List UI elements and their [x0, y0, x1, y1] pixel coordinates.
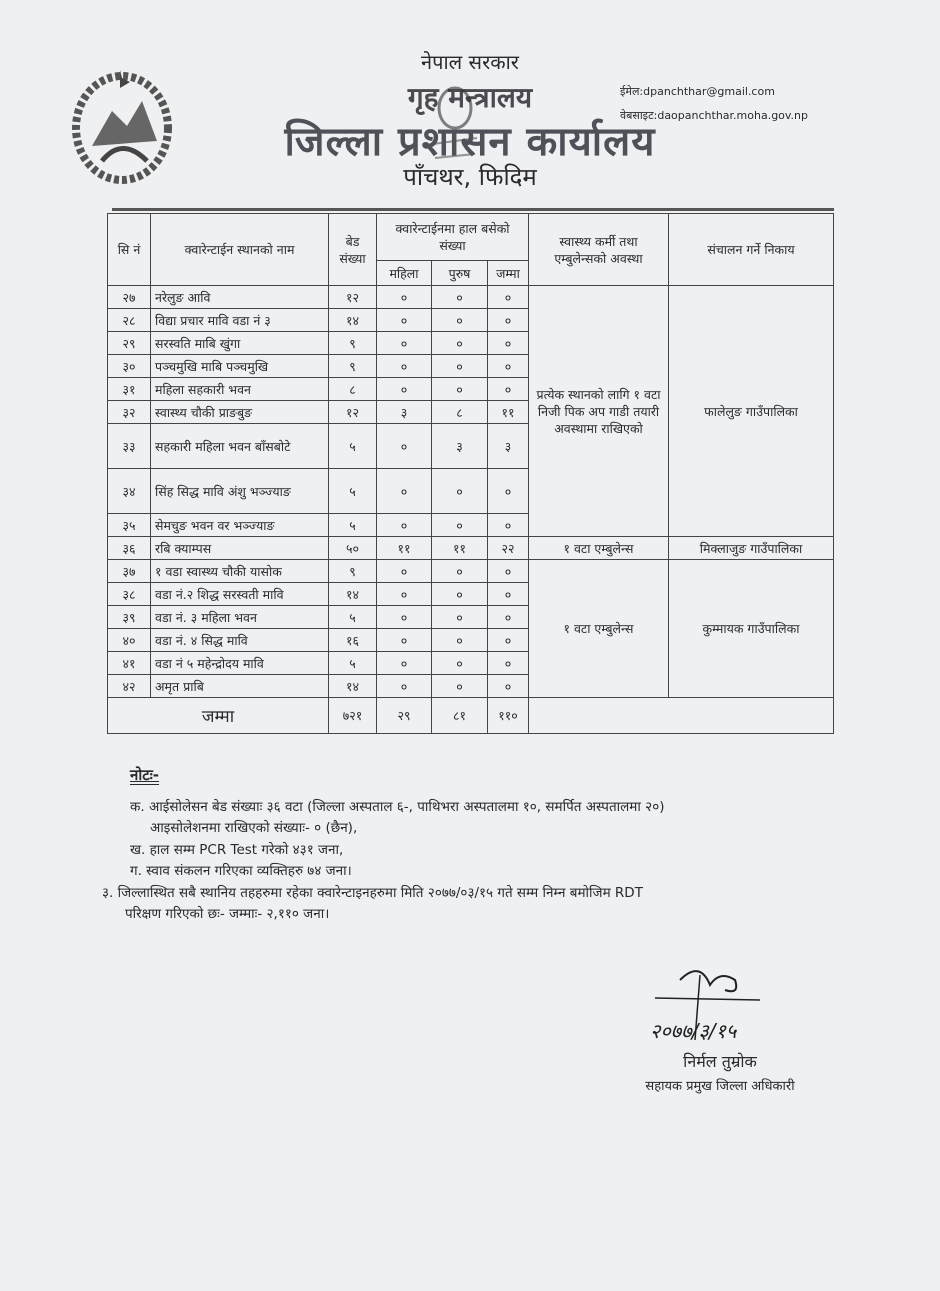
cell-health: १ वटा एम्बुलेन्स	[529, 560, 669, 698]
cell-male: ०	[432, 355, 488, 378]
cell-female: ०	[377, 286, 432, 309]
cell-beds: ५	[329, 469, 377, 514]
cell-sn: ३०	[108, 355, 151, 378]
totals-label: जम्मा	[108, 698, 329, 734]
header-ministry: गृह मन्त्रालय	[407, 81, 533, 114]
table-row	[108, 560, 834, 583]
cell-total: ०	[488, 469, 529, 514]
cell-total: ०	[488, 629, 529, 652]
cell-total: २२	[488, 537, 529, 560]
notes-title: नोटः-	[130, 766, 160, 784]
cell-female: ०	[377, 424, 432, 469]
cell-male: ०	[432, 560, 488, 583]
cell-sn: ३८	[108, 583, 151, 606]
cell-male: ०	[432, 378, 488, 401]
cell-female: ११	[377, 537, 432, 560]
cell-beds: ५०	[329, 537, 377, 560]
note-ka-cont: आइसोलेशनमा राखिएको संख्याः- ० (छैन),	[150, 820, 358, 836]
cell-name: सिंह सिद्ध मावि अंशु भञ्ज्याङ	[151, 469, 329, 514]
cell-sn: ३३	[108, 424, 151, 469]
header-health: स्वास्थ्य कर्मी तथा एम्बुलेन्सको अवस्था	[529, 214, 669, 286]
cell-org: मिक्लाजुङ गाउँपालिका	[669, 537, 834, 560]
signatory-name: निर्मल तुम्रोक	[683, 1052, 757, 1071]
cell-beds: १२	[329, 401, 377, 424]
cell-total: ०	[488, 355, 529, 378]
cell-name: सेमचुङ भवन वर भञ्ज्याङ	[151, 514, 329, 537]
cell-male: ०	[432, 606, 488, 629]
cell-sn: ३१	[108, 378, 151, 401]
cell-org: कुम्मायक गाउँपालिका	[669, 560, 834, 698]
cell-beds: ९	[329, 355, 377, 378]
notes-section	[102, 765, 665, 926]
cell-male: ०	[432, 652, 488, 675]
note-kha: ख. हाल सम्म PCR Test गरेको ४३१ जना,	[130, 841, 344, 858]
header-location: पाँचथर, फिदिम	[403, 163, 537, 191]
header-male: पुरुष	[432, 261, 488, 286]
cell-female: ०	[377, 606, 432, 629]
cell-male: ११	[432, 537, 488, 560]
header-beds: बेड संख्या	[329, 214, 377, 286]
cell-sn: ४०	[108, 629, 151, 652]
cell-org: फालेलुङ गाउँपालिका	[669, 286, 834, 537]
header-office: जिल्ला प्रशासन कार्यालय	[284, 119, 656, 165]
cell-total: ०	[488, 514, 529, 537]
quarantine-table	[107, 213, 834, 734]
website-text: वेबसाइट:daopanchthar.moha.gov.np	[620, 109, 809, 122]
cell-name: महिला सहकारी भवन	[151, 378, 329, 401]
cell-name: सरस्वति माबि खुंगा	[151, 332, 329, 355]
cell-female: ०	[377, 675, 432, 698]
header-total: जम्मा	[488, 261, 529, 286]
cell-sn: ३५	[108, 514, 151, 537]
cell-female: ३	[377, 401, 432, 424]
totals-male: ८१	[432, 698, 488, 734]
cell-total: ११	[488, 401, 529, 424]
cell-sn: ३२	[108, 401, 151, 424]
cell-beds: १४	[329, 675, 377, 698]
cell-name: वडा नं.२ शिद्ध सरस्वती मावि	[151, 583, 329, 606]
cell-name: अमृत प्राबि	[151, 675, 329, 698]
cell-sn: ४२	[108, 675, 151, 698]
cell-male: ०	[432, 309, 488, 332]
email-text: ईमेल:dpanchthar@gmail.com	[620, 85, 775, 98]
cell-name: वडा नं. ४ सिद्ध मावि	[151, 629, 329, 652]
cell-beds: १४	[329, 583, 377, 606]
cell-total: ०	[488, 286, 529, 309]
signature-date: २०७७/३/१५	[650, 1019, 737, 1043]
totals-total: ११०	[488, 698, 529, 734]
cell-beds: १६	[329, 629, 377, 652]
cell-sn: ३७	[108, 560, 151, 583]
cell-beds: ५	[329, 514, 377, 537]
note-three: ३. जिल्लास्थित सबै स्थानिय तहहरुमा रहेका क्वारेन्टाइनहरुमा मिति २०७७/०३/१५ गते सम्म निम्न बमोजिम RDT	[102, 884, 643, 901]
cell-female: ०	[377, 514, 432, 537]
cell-total: ०	[488, 378, 529, 401]
cell-male: ०	[432, 332, 488, 355]
cell-beds: ५	[329, 606, 377, 629]
cell-sn: २९	[108, 332, 151, 355]
cell-male: ०	[432, 514, 488, 537]
cell-total: ०	[488, 606, 529, 629]
cell-beds: ५	[329, 652, 377, 675]
office-stamp	[425, 86, 495, 176]
totals-beds: ७२१	[329, 698, 377, 734]
cell-health: १ वटा एम्बुलेन्स	[529, 537, 669, 560]
cell-total: ०	[488, 309, 529, 332]
cell-sn: २७	[108, 286, 151, 309]
cell-female: ०	[377, 583, 432, 606]
cell-name: पञ्चमुखि माबि पञ्चमुखि	[151, 355, 329, 378]
header-org: संचालन गर्ने निकाय	[669, 214, 834, 286]
cell-female: ०	[377, 629, 432, 652]
header-current: क्वारेन्टाईनमा हाल बसेको संख्या	[377, 214, 529, 261]
cell-male: ०	[432, 583, 488, 606]
cell-male: ०	[432, 629, 488, 652]
note-ka: क. आईसोलेसन बेड संख्याः ३६ वटा (जिल्ला अस्पताल ६-, पाथिभरा अस्पतालमा १०, समर्पित अस्पतालमा २०)	[130, 798, 665, 815]
header-sn: सि नं	[108, 214, 151, 286]
note-ga: ग. स्वाव संकलन गरिएका व्यक्तिहरु ७४ जना।	[130, 863, 352, 879]
cell-name: वडा नं. ३ महिला भवन	[151, 606, 329, 629]
cell-beds: ९	[329, 560, 377, 583]
cell-beds: ९	[329, 332, 377, 355]
signatory-title: सहायक प्रमुख जिल्ला अधिकारी	[645, 1079, 795, 1094]
cell-beds: ५	[329, 424, 377, 469]
header-government: नेपाल सरकार	[421, 50, 519, 74]
header-name: क्वारेन्टाईन स्थानको नाम	[151, 214, 329, 286]
totals-female: २९	[377, 698, 432, 734]
cell-female: ०	[377, 652, 432, 675]
cell-name: नरेलुङ आवि	[151, 286, 329, 309]
cell-sn: २८	[108, 309, 151, 332]
cell-beds: १४	[329, 309, 377, 332]
handwritten-signature	[640, 960, 810, 1060]
cell-male: ३	[432, 424, 488, 469]
cell-female: ०	[377, 378, 432, 401]
cell-total: ३	[488, 424, 529, 469]
cell-total: ०	[488, 675, 529, 698]
cell-name: विद्या प्रचार मावि वडा नं ३	[151, 309, 329, 332]
cell-beds: ८	[329, 378, 377, 401]
cell-total: ०	[488, 652, 529, 675]
note-three-cont: परिक्षण गरिएको छः- जम्माः- २,११० जना।	[125, 906, 330, 922]
totals-empty-cell	[529, 698, 834, 734]
cell-name: रबि क्याम्पस	[151, 537, 329, 560]
cell-beds: १२	[329, 286, 377, 309]
cell-sn: ४१	[108, 652, 151, 675]
cell-sn: ३६	[108, 537, 151, 560]
cell-name: १ वडा स्वास्थ्य चौकी यासोक	[151, 560, 329, 583]
cell-male: ८	[432, 401, 488, 424]
cell-female: ०	[377, 355, 432, 378]
header-divider	[112, 208, 834, 211]
table-row	[108, 286, 834, 309]
cell-female: ०	[377, 309, 432, 332]
cell-sn: ३९	[108, 606, 151, 629]
cell-female: ०	[377, 469, 432, 514]
cell-male: ०	[432, 469, 488, 514]
cell-male: ०	[432, 675, 488, 698]
cell-female: ०	[377, 560, 432, 583]
cell-total: ०	[488, 560, 529, 583]
cell-male: ०	[432, 286, 488, 309]
table-row	[108, 537, 834, 560]
cell-health: प्रत्येक स्थानको लागि १ वटा निजी पिक अप गाडी तयारी अवस्थामा राखिएको	[529, 286, 669, 537]
cell-name: स्वास्थ्य चौकी प्राङबुङ	[151, 401, 329, 424]
cell-total: ०	[488, 583, 529, 606]
cell-name: वडा नं ५ महेन्द्रोदय मावि	[151, 652, 329, 675]
header-female: महिला	[377, 261, 432, 286]
cell-total: ०	[488, 332, 529, 355]
cell-sn: ३४	[108, 469, 151, 514]
cell-female: ०	[377, 332, 432, 355]
cell-name: सहकारी महिला भवन बाँसबोटे	[151, 424, 329, 469]
